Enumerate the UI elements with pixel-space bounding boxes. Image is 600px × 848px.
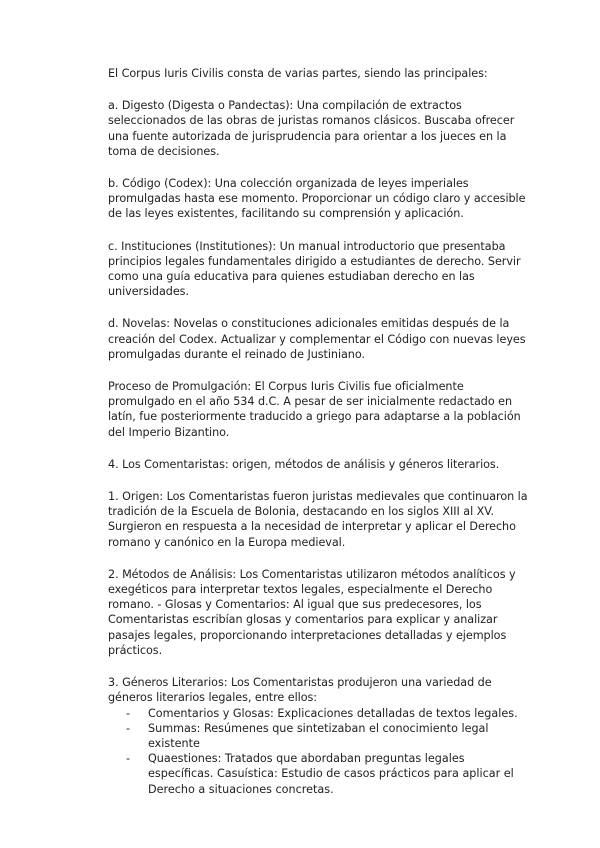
codigo-paragraph: b. Código (Codex): Una colección organizada de leyes imperiales promulgadas hasta ese momento. Proporcionar un código claro y accesible de las leyes existentes, facilitando su comprensión y aplicación.: [108, 177, 526, 221]
intro-paragraph: El Corpus Iuris Civilis consta de varias partes, siendo las principales:: [108, 67, 488, 80]
metodos-paragraph: 2. Métodos de Análisis: Los Comentaristas utilizaron métodos analíticos y exegéticos para interpretar textos legales, especialmente el Derecho romano. - Glosas y Comentarios: Al igual que sus predecesores, los Comentaristas escribían glosas y comentarios para explicar y analizar pasajes legales, proporcionando interpretaciones detalladas y ejemplos prácticos.: [108, 567, 516, 657]
origen-paragraph: 1. Origen: Los Comentaristas fueron juristas medievales que continuaron la tradición de la Escuela de Bolonia, destacando en los siglos XIII al XV. Surgieron en respuesta a la necesidad de interpretar y aplicar el Derecho romano y canónico en la Europa medieval.: [108, 490, 528, 549]
list-item-text: Quaestiones: Tratados que abordaban preguntas legales específicas. Casuística: Estudio de casos prácticos para aplicar el Derecho a situaciones concretas.: [148, 752, 514, 796]
instituciones-paragraph: c. Instituciones (Institutiones): Un manual introductorio que presentaba principios legales fundamentales dirigido a estudiantes de derecho. Servir como una guía educativa para quienes estudiaban derecho en las universidades.: [108, 239, 521, 299]
list-item-text: Comentarios y Glosas: Explicaciones detalladas de textos legales.: [148, 706, 518, 720]
generos-list: [108, 706, 528, 797]
promulgacion-paragraph: Proceso de Promulgación: El Corpus Iuris Civilis fue oficialmente promulgado en el año 534 d.C. A pesar de ser inicialmente redactado en latín, fue posteriormente traducido a griego para adaptarse a la población del Imperio Bizantino.: [108, 380, 521, 439]
bullet-dash: -: [126, 706, 131, 720]
list-item-text: Summas: Resúmenes que sintetizaban el conocimiento legal existente: [148, 721, 489, 750]
generos-paragraph: 3. Géneros Literarios: Los Comentaristas produjeron una variedad de géneros literarios legales, entre ellos:: [108, 676, 492, 705]
list-item: [108, 706, 528, 721]
document-page: [108, 66, 528, 797]
list-item: [108, 751, 528, 797]
bullet-dash: -: [126, 721, 131, 735]
section-heading: 4. Los Comentaristas: origen, métodos de análisis y géneros literarios.: [108, 457, 500, 471]
novelas-paragraph: d. Novelas: Novelas o constituciones adicionales emitidas después de la creación del Codex. Actualizar y complementar el Código con nuevas leyes promulgadas durante el reinado de Justiniano.: [108, 317, 526, 361]
list-item: [108, 721, 528, 751]
digesto-paragraph: a. Digesto (Digesta o Pandectas): Una compilación de extractos seleccionados de las obras de juristas romanos clásicos. Buscaba ofrecer una fuente autorizada de jurisprudencia para orientar a los jueces en la toma de decisiones.: [108, 99, 515, 158]
bullet-dash: -: [126, 752, 131, 766]
